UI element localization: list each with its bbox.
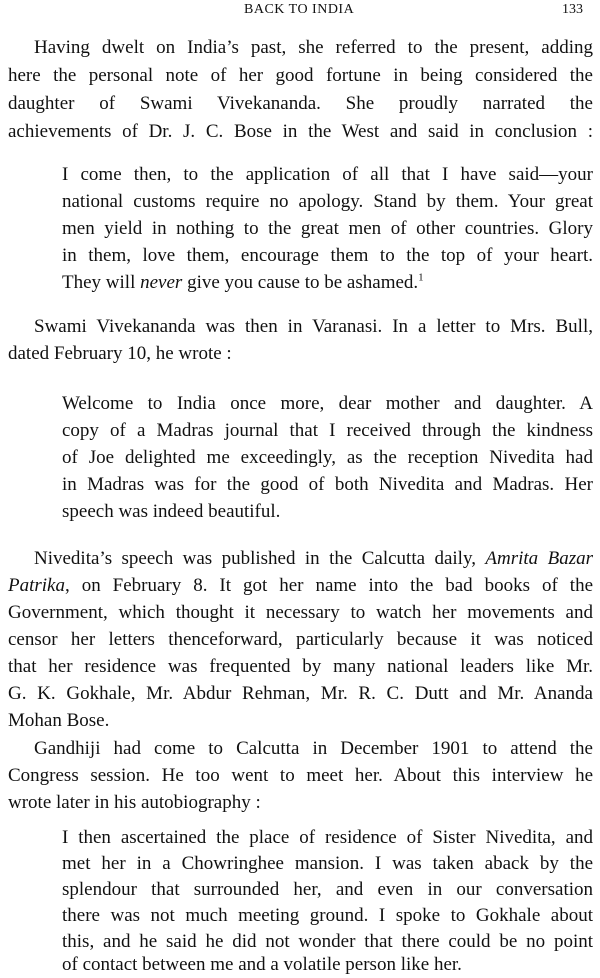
running-head <box>0 2 600 22</box>
paragraph-line: wrote later in his autobiography : <box>8 792 261 813</box>
quote-line: I then ascertained the place of residence of Sister Nivedita, and <box>62 827 593 848</box>
emphasis-text: never <box>140 272 183 293</box>
paragraph-line: Congress session. He too went to meet her. About this interview he <box>8 765 593 786</box>
paragraph-line: that her residence was frequented by many national leaders like Mr. <box>8 656 593 677</box>
paragraph-line: achievements of Dr. J. C. Bose in the West and said in conclusion : <box>8 121 593 142</box>
paragraph-line: Swami Vivekananda was then in Varanasi. In a letter to Mrs. Bull, <box>34 316 593 337</box>
paragraph-line: Mohan Bose. <box>8 710 110 731</box>
paragraph-line <box>8 574 593 598</box>
quote-text: give you cause to be ashamed. <box>182 272 419 293</box>
quote-line: splendour that surrounded her, and even in our conversation <box>62 879 593 900</box>
quote-line: met her in a Chowringhee mansion. I was taken aback by the <box>62 853 593 874</box>
paragraph-line <box>34 547 593 571</box>
quote-line: there was not much meeting ground. I spoke to Gokhale about <box>62 905 593 926</box>
paragraph-line: here the personal note of her good fortune in being considered the <box>8 65 593 86</box>
quote-line: this, and he said he did not wonder that there could be no point <box>62 931 593 952</box>
running-title: BACK TO INDIA <box>244 2 355 17</box>
quote-text: They will <box>62 272 141 293</box>
paragraph-line: G. K. Gokhale, Mr. Abdur Rehman, Mr. R. C. Dutt and Mr. Ananda <box>8 683 593 704</box>
paragraph-line: daughter of Swami Vivekananda. She proudly narrated the <box>8 93 593 114</box>
paragraph-line: Government, which thought it necessary to watch her movements and <box>8 602 593 623</box>
paragraph-line: Gandhiji had come to Calcutta in December 1901 to attend the <box>34 738 593 759</box>
quote-line: Welcome to India once more, dear mother and daughter. A <box>62 393 593 414</box>
quote-line: in them, love them, encourage them to the top of your heart. <box>62 245 593 266</box>
quote-line: in Madras was for the good of both Nivedita and Madras. Her <box>62 474 593 495</box>
page-number: 133 <box>562 2 583 17</box>
footnote-reference: 1 <box>418 271 424 284</box>
quote-line: I come then, to the application of all that I have said—your <box>62 164 593 185</box>
quote-line: men yield in nothing to the great men of other countries. Glory <box>62 218 593 239</box>
paragraph-line: censor her letters thenceforward, particularly because it was noticed <box>8 629 593 650</box>
paragraph-line: Having dwelt on India’s past, she referred to the present, adding <box>34 37 593 58</box>
paragraph-text: , on February 8. It got her name into the bad books of the <box>65 575 593 596</box>
quote-line: of contact between me and a volatile person like her. <box>62 954 462 975</box>
publication-title: Patrika <box>8 575 65 596</box>
quote-line: copy of a Madras journal that I received through the kindness <box>62 420 593 441</box>
quote-line: of Joe delighted me exceedingly, as the reception Nivedita had <box>62 447 593 468</box>
paragraph-text: Nivedita’s speech was published in the Calcutta daily, <box>34 548 486 569</box>
publication-title: Amrita Bazar <box>485 548 593 569</box>
quote-line <box>62 271 593 295</box>
paragraph-line: dated February 10, he wrote : <box>8 343 232 364</box>
quote-line: speech was indeed beautiful. <box>62 501 281 522</box>
quote-line: national customs require no apology. Stand by them. Your great <box>62 191 593 212</box>
